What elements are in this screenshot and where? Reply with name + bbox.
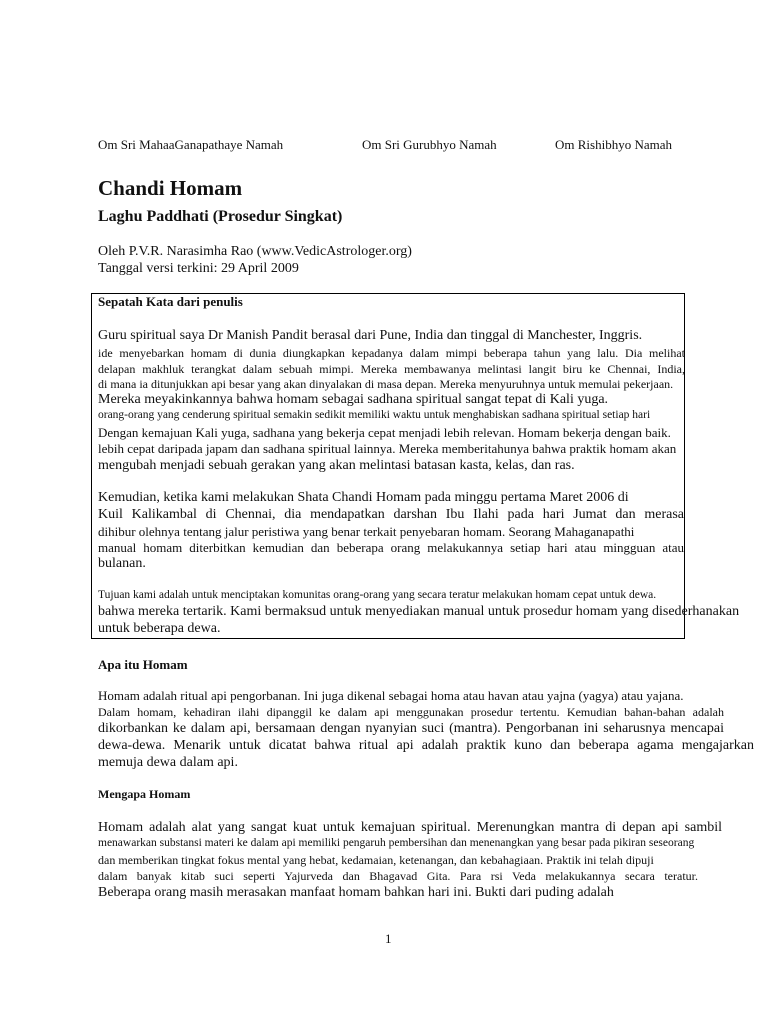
section2-line: dan memberikan tingkat fokus mental yang hebat, kedamaian, ketenangan, dan kebahagiaan. Praktik ini telah dipuji (98, 853, 654, 867)
section1-line: dewa-dewa. Menarik untuk dicatat bahwa ritual api adalah praktik kuno dan beberapa agama mengajarkan (98, 738, 754, 753)
box-p2-line: manual homam diterbitkan kemudian dan beberapa orang melakukannya setiap hari atau mingguan atau (98, 540, 684, 555)
box-p3-line: untuk beberapa dewa. (98, 621, 221, 636)
box-p1-line: orang-orang yang cenderung spiritual semakin sedikit memiliki waktu untuk menghabiskan sadhana spiritual setiap hari (98, 409, 651, 421)
box-p3-line: bahwa mereka tertarik. Kami bermaksud untuk menyediakan manual untuk prosedur homam yang disederhanakan (98, 604, 740, 619)
section2-line: Homam adalah alat yang sangat kuat untuk kemajuan spiritual. Merenungkan mantra di depan api sambil (98, 820, 722, 835)
section1-line: Homam adalah ritual api pengorbanan. Ini juga dikenal sebagai homa atau havan atau yajna (yagya) atau yajana. (98, 688, 684, 703)
section2-line: menawarkan substansi materi ke dalam api memiliki pengaruh pembersihan dan menenangkan yang besar pada pikiran seseorang (98, 837, 695, 849)
box-p2-line: Kuil Kalikambal di Chennai, dia mendapatkan darshan Ibu Ilahi pada hari Jumat dan merasa (98, 507, 684, 522)
section-heading-apa-itu-homam: Apa itu Homam (98, 657, 188, 672)
author-line: Oleh P.V.R. Narasimha Rao (www.VedicAstrologer.org) (98, 244, 412, 259)
header-invocation-right: Om Rishibhyo Namah (555, 137, 672, 152)
section1-line: memuja dewa dalam api. (98, 755, 238, 770)
box-p1-line: Guru spiritual saya Dr Manish Pandit berasal dari Pune, India dan tinggal di Manchester, Inggris. (98, 328, 643, 343)
version-date: Tanggal versi terkini: 29 April 2009 (98, 261, 299, 276)
box-p2-line: dihibur olehnya tentang jalur peristiwa yang benar terkait penyebaran homam. Seorang Mahaganapathi (98, 524, 635, 539)
box-p1-line: Mereka meyakinkannya bahwa homam sebagai sadhana spiritual sangat tepat di Kali yuga. (98, 392, 609, 407)
document-title: Chandi Homam (98, 176, 243, 200)
box-p1-line: di mana ia ditunjukkan api besar yang akan dinyalakan di masa depan. Mereka menyuruhnya untuk memulai pekerjaan. (98, 377, 674, 391)
header-invocation-left: Om Sri MahaaGanapathaye Namah (98, 137, 284, 152)
box-p2-line: Kemudian, ketika kami melakukan Shata Chandi Homam pada minggu pertama Maret 2006 di (98, 490, 629, 505)
box-p1-line: ide menyebarkan homam di dunia diungkapkan kepadanya dalam mimpi beberapa tahun yang lalu. Dia melihat (98, 346, 685, 360)
section-heading-mengapa-homam: Mengapa Homam (98, 787, 191, 801)
box-p2-line: bulanan. (98, 556, 146, 571)
section1-line: dikorbankan ke dalam api, bersamaan dengan nyanyian suci (mantra). Pengorbanan ini seharusnya mencapai (98, 721, 724, 736)
page-number: 1 (385, 931, 392, 946)
section2-line: dalam banyak kitab suci seperti Yajurveda dan Bhagavad Gita. Para rsi Veda melakukannya secara teratur. (98, 869, 698, 883)
box-p3-line: Tujuan kami adalah untuk menciptakan komunitas orang-orang yang secara teratur melakukan homam cepat untuk dewa. (98, 589, 657, 601)
box-p1-line: Dengan kemajuan Kali yuga, sadhana yang bekerja cepat menjadi lebih relevan. Homam bekerja dengan baik. (98, 425, 671, 440)
section1-line: Dalam homam, kehadiran ilahi dipanggil ke dalam api menggunakan prosedur tertentu. Kemudian bahan-bahan adalah (98, 705, 724, 719)
box-p1-line: delapan makhluk terangkat dalam sebuah mimpi. Mereka membawanya melintasi langit biru ke Chennai, India, (98, 362, 685, 376)
section2-line: Beberapa orang masih merasakan manfaat homam bahkan hari ini. Bukti dari puding adalah (98, 885, 614, 900)
header-invocation-center: Om Sri Gurubhyo Namah (362, 137, 497, 152)
box-p1-line: mengubah menjadi sebuah gerakan yang akan melintasi batasan kasta, kelas, dan ras. (98, 458, 575, 473)
author-note-heading: Sepatah Kata dari penulis (98, 294, 243, 309)
box-p1-line: lebih cepat daripada japam dan sadhana spiritual lainnya. Mereka memberitahunya bahwa praktik homam akan (98, 441, 677, 456)
document-subtitle: Laghu Paddhati (Prosedur Singkat) (98, 208, 343, 225)
